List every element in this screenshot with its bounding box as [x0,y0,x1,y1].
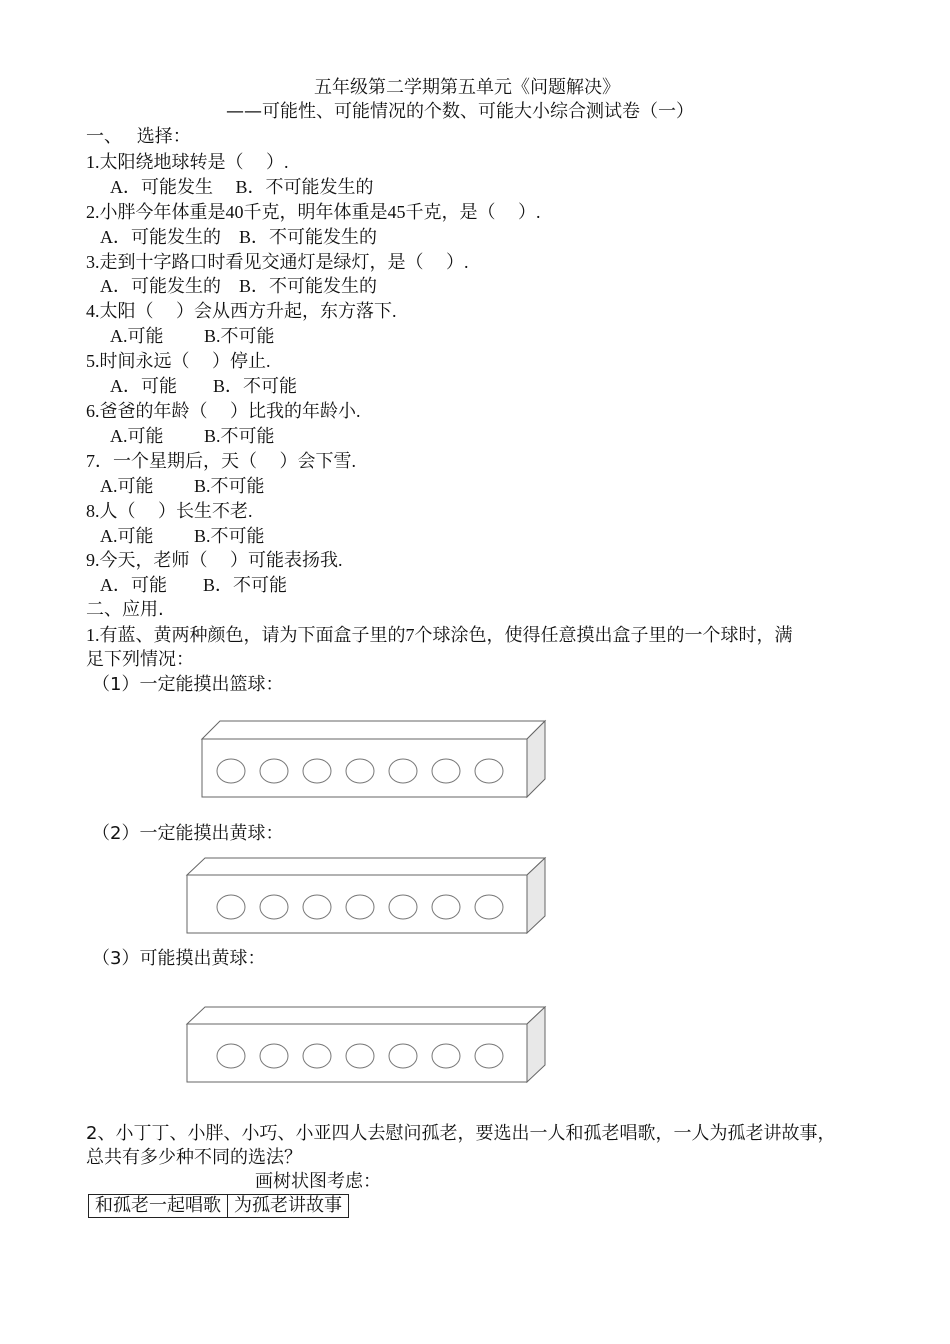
question-9-options: A．可能 B．不可能 [100,575,288,595]
question-1: 1.太阳绕地球转是（ ）. [86,152,289,172]
ball-box-2 [183,855,550,937]
ball-circle[interactable] [475,1044,503,1068]
question-5-options: A．可能 B．不可能 [110,376,298,396]
page-title: 五年级第二学期第五单元《问题解决》 [314,77,620,98]
ball-box-1 [198,718,550,800]
question-2-options: A．可能发生的 B．不可能发生的 [100,227,378,247]
question-7: 7．一个星期后，天（ ）会下雪. [86,451,356,471]
application-q1-line1: 1.有蓝、黄两种颜色，请为下面盒子里的7个球涂色，使得任意摸出盒子里的一个球时，满 [86,625,793,645]
ball-circle[interactable] [389,895,417,919]
question-6: 6.爸爸的年龄（ ）比我的年龄小. [86,401,361,421]
ball-circle[interactable] [475,895,503,919]
ball-circle[interactable] [432,759,460,783]
ball-circle[interactable] [432,1044,460,1068]
ball-circle[interactable] [389,759,417,783]
application-q2-line1: 2、小丁丁、小胖、小巧、小亚四人去慰问孤老，要选出一人和孤老唱歌，一人为孤老讲故事， [86,1123,836,1144]
section1-heading: 一、 选择： [86,126,191,147]
question-9: 9.今天，老师（ ）可能表扬我. [86,550,343,570]
ball-circle[interactable] [303,895,331,919]
tree-diagram-prompt: 画树状图考虑： [255,1171,381,1192]
ball-circle[interactable] [217,759,245,783]
application-q1-line2: 足下列情况： [86,649,194,670]
question-2: 2.小胖今年体重是40千克，明年体重是45千克，是（ ）. [86,202,541,222]
ball-circle[interactable] [260,1044,288,1068]
ball-circle[interactable] [260,895,288,919]
question-7-options: A.可能 B.不可能 [100,476,265,496]
question-8-options: A.可能 B.不可能 [100,526,265,546]
section2-heading: 二、应用. [86,599,164,620]
question-8: 8.人（ ）长生不老. [86,501,253,521]
ball-circle[interactable] [475,759,503,783]
application-q2-line2: 总共有多少种不同的选法？ [86,1147,302,1168]
ball-circle[interactable] [217,1044,245,1068]
question-5: 5.时间永远（ ）停止. [86,351,271,371]
question-1-options: A．可能发生 B．不可能发生的 [110,177,374,197]
page-subtitle: ——可能性、可能情况的个数、可能大小综合测试卷（一） [226,101,694,122]
question-3-options: A．可能发生的 B．不可能发生的 [100,276,378,296]
question-4: 4.太阳（ ）会从西方升起，东方落下. [86,301,397,321]
tree-diagram-table [88,1194,349,1218]
question-4-options: A.可能 B.不可能 [110,326,275,346]
ball-circle[interactable] [303,1044,331,1068]
ball-circle[interactable] [303,759,331,783]
part-2-label: （2）一定能摸出黄球： [92,823,284,844]
ball-circle[interactable] [260,759,288,783]
ball-circle[interactable] [346,1044,374,1068]
part-3-label: （3）可能摸出黄球： [92,948,266,969]
part-1-label: （1）一定能摸出篮球： [92,674,284,695]
question-3: 3.走到十字路口时看见交通灯是绿灯，是（ ）. [86,252,469,272]
ball-box-3 [183,1004,550,1086]
table-header-sing: 和孤老一起唱歌 [89,1195,228,1218]
question-6-options: A.可能 B.不可能 [110,426,275,446]
ball-circle[interactable] [346,895,374,919]
table-header-story: 为孤老讲故事 [228,1195,349,1218]
ball-circle[interactable] [217,895,245,919]
ball-circle[interactable] [346,759,374,783]
ball-circle[interactable] [432,895,460,919]
ball-circle[interactable] [389,1044,417,1068]
